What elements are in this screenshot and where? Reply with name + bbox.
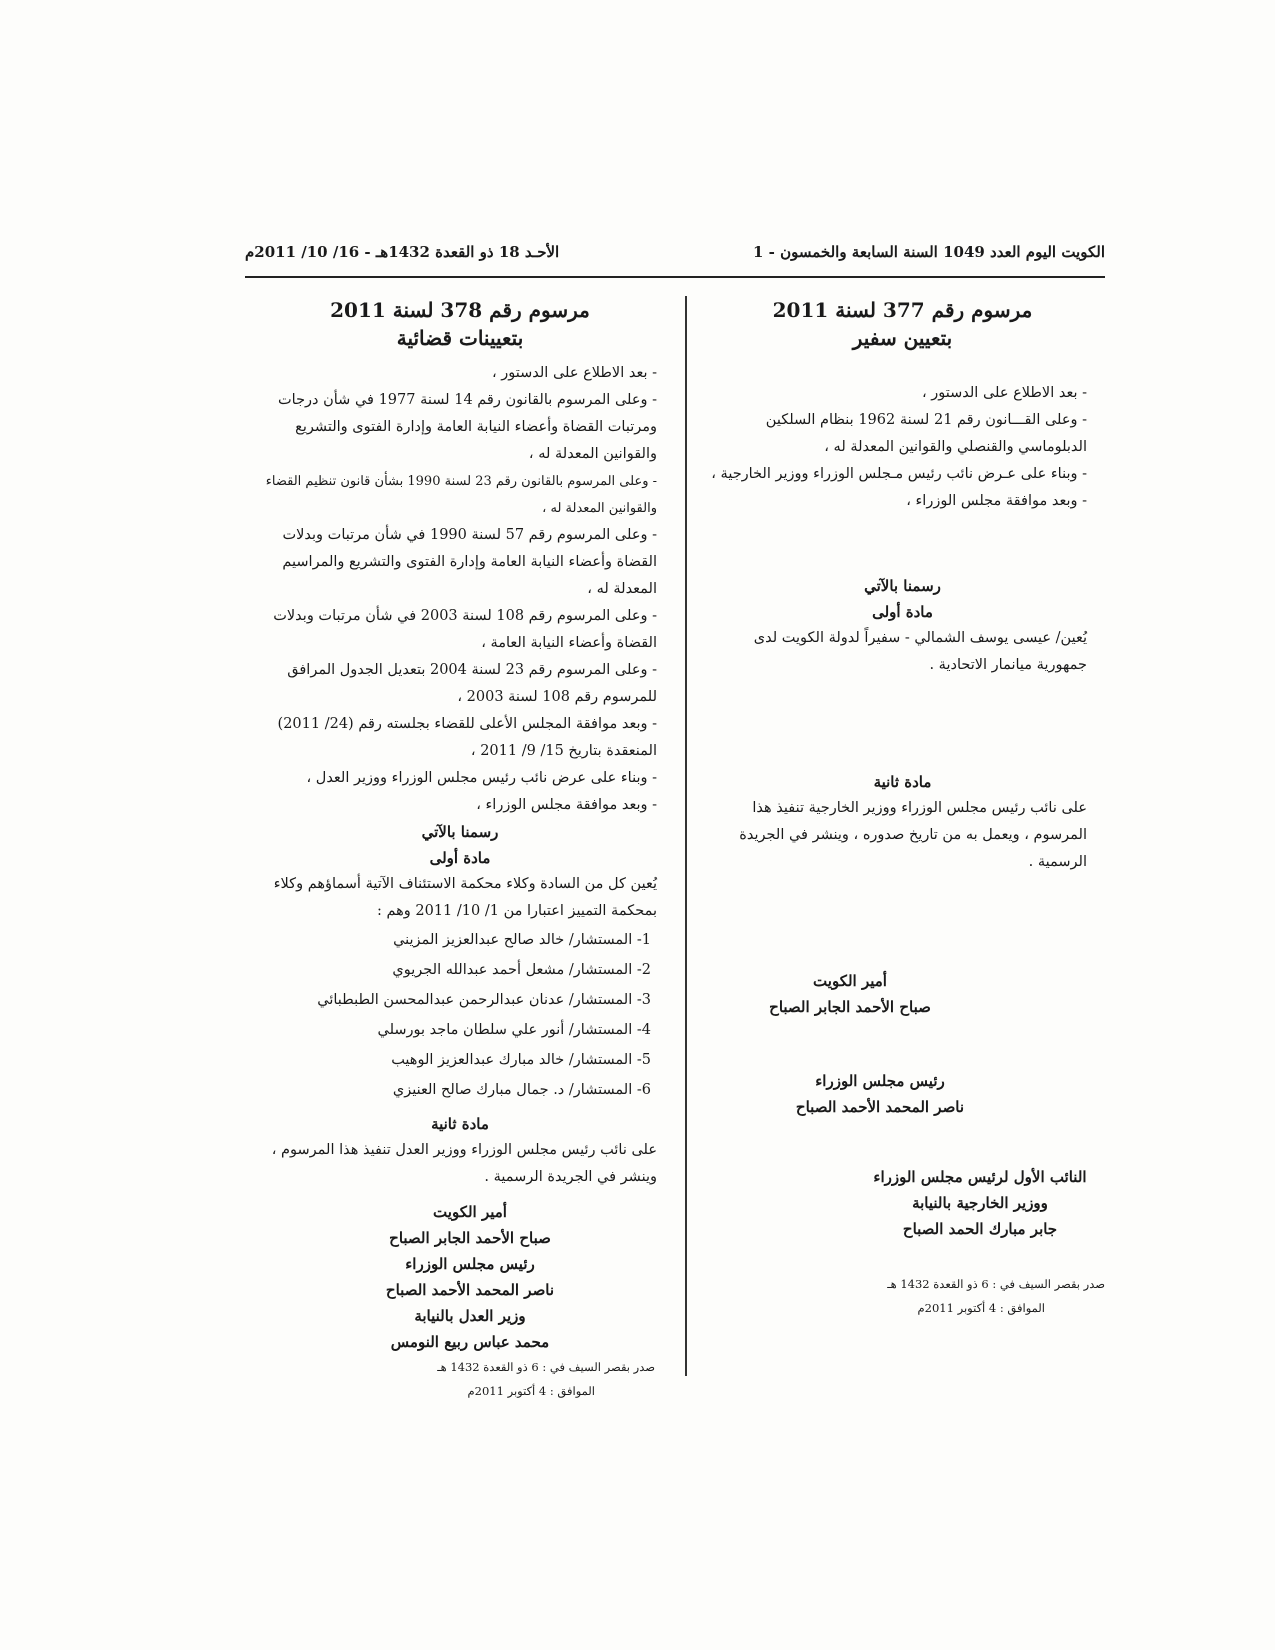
appointee-item: 5- المستشار/ خالد مبارك عبدالعزيز الوهيب [391, 1052, 651, 1068]
decree-377-deputy-title-1: النائب الأول لرئيس مجلس الوزراء [873, 1168, 1087, 1186]
appointee-item: 6- المستشار/ د. جمال مبارك صالح العنيزي [392, 1082, 651, 1098]
decree-377-emir-title: أمير الكويت [813, 972, 887, 990]
decree-378-justice-name: محمد عباس ربيع النومس [390, 1333, 550, 1351]
decree-378-article-1-text: يُعين كل من السادة وكلاء محكمة الاستئناف الآتية أسماؤهم وكلاء بمحكمة التمييز اعتبارا من 1/ 10/ 2011 وهم : [273, 876, 657, 919]
decree-377-preamble-2: - وعلى القـــانون رقم 21 لسنة 1962 بنظام السلكين الدبلوماسي والقنصلي والقوانين المعدلة له ، [765, 412, 1087, 455]
decree-377-article-1-text: يُعين/ عيسى يوسف الشمالي - سفيراً لدولة الكويت لدى جمهورية ميانمار الاتحادية . [753, 630, 1087, 673]
appointees-list [245, 925, 675, 1105]
header-rule [245, 276, 1105, 278]
decree-377-subtitle: بتعيين سفير [852, 326, 953, 350]
decree-377-decreed: رسمنا بالآتي [864, 577, 941, 595]
decree-378-justice-title: وزير العدل بالنيابة [414, 1307, 526, 1325]
decree-377-article-1-label: مادة أولى [872, 603, 933, 621]
decree-378-article-2-text: على نائب رئيس مجلس الوزراء ووزير العدل تنفيذ هذا المرسوم ، وينشر في الجريدة الرسمية . [271, 1142, 657, 1185]
decree-378 [245, 296, 675, 1403]
decree-377-article-2-text: على نائب رئيس مجلس الوزراء ووزير الخارجية تنفيذ هذا المرسوم ، ويعمل به من تاريخ صدوره ، وينشر في الجريدة الرسمية . [739, 800, 1087, 870]
decree-378-title: مرسوم رقم 378 لسنة 2011 [330, 298, 590, 322]
page-header [245, 235, 1105, 269]
column-divider [685, 296, 687, 1376]
decree-378-corresponding-date: الموافق : 4 أكتوبر 2011م [467, 1384, 595, 1398]
header-issue-info: الكويت اليوم العدد 1049 السنة السابعة والخمسون - 1 [752, 243, 1105, 261]
decree-378-preamble-6: - وعلى المرسوم رقم 23 لسنة 2004 بتعديل الجدول المرافق للمرسوم رقم 108 لسنة 2003 ، [287, 662, 657, 705]
decree-378-article-2-label: مادة ثانية [431, 1115, 489, 1133]
appointee-item: 1- المستشار/ خالد صالح عبدالعزيز المزيني [393, 932, 651, 948]
decree-378-pm-name: ناصر المحمد الأحمد الصباح [385, 1281, 555, 1299]
decree-377-pm-name: ناصر المحمد الأحمد الصباح [795, 1098, 965, 1116]
decree-378-decreed: رسمنا بالآتي [421, 823, 499, 841]
appointee-item: 4- المستشار/ أنور علي سلطان ماجد بورسلي [377, 1022, 651, 1038]
decree-378-pm-title: رئيس مجلس الوزراء [405, 1255, 535, 1273]
decree-377-corresponding-date: الموافق : 4 أكتوبر 2011م [917, 1301, 1045, 1315]
decree-377-title: مرسوم رقم 377 لسنة 2011 [772, 298, 1033, 322]
decree-377-emir-name: صباح الأحمد الجابر الصباح [769, 998, 931, 1016]
decree-377-preamble-1: - بعد الاطلاع على الدستور ، [921, 385, 1087, 401]
decree-377-issued: صدر بقصر السيف في : 6 ذو القعدة 1432 هـ [887, 1277, 1105, 1291]
decree-377-preamble-3: - وبناء على عـرض نائب رئيس مـجلس الوزراء ووزير الخارجية ، [711, 466, 1087, 482]
decree-378-preamble-2: - وعلى المرسوم بالقانون رقم 14 لسنة 1977 في شأن درجات ومرتبات القضاة وأعضاء النيابة العامة وإدارة الفتوى والتشريع والقوانين المعدلة له ، [278, 392, 657, 462]
decree-378-preamble-9: - وبعد موافقة مجلس الوزراء ، [476, 797, 657, 813]
decree-378-issued: صدر بقصر السيف في : 6 ذو القعدة 1432 هـ [437, 1360, 655, 1374]
decree-378-preamble-1: - بعد الاطلاع على الدستور ، [491, 365, 657, 381]
appointee-item: 2- المستشار/ مشعل أحمد عبدالله الجريوي [392, 962, 651, 978]
decree-378-emir-title: أمير الكويت [433, 1203, 507, 1221]
decree-378-preamble-3: - وعلى المرسوم بالقانون رقم 23 لسنة 1990 بشأن قانون تنظيم القضاء والقوانين المعدلة له ، [265, 474, 657, 516]
decree-378-article-1-label: مادة أولى [429, 849, 491, 867]
decree-377-pm-title: رئيس مجلس الوزراء [815, 1072, 945, 1090]
appointee-item: 3- المستشار/ عدنان عبدالرحمن عبدالمحسن الطبطبائي [317, 992, 651, 1008]
decree-378-preamble-5: - وعلى المرسوم رقم 108 لسنة 2003 في شأن مرتبات وبدلات القضاة وأعضاء النيابة العامة ، [273, 608, 657, 651]
decree-378-preamble-4: - وعلى المرسوم رقم 57 لسنة 1990 في شأن مرتبات وبدلات القضاة وأعضاء النيابة العامة وإدارة الفتوى والتشريع والمراسيم المعدلة له ، [282, 527, 657, 597]
decree-378-emir-name: صباح الأحمد الجابر الصباح [389, 1229, 551, 1247]
decree-377-preamble-4: - وبعد موافقة مجلس الوزراء ، [906, 493, 1087, 509]
header-date: الأحـد 18 ذو القعدة 1432هـ - 16/ 10/ 2011م [245, 243, 560, 261]
decree-377 [700, 296, 1105, 1320]
decree-377-deputy-name: جابر مبارك الحمد الصباح [902, 1220, 1058, 1238]
decree-378-subtitle: بتعيينات قضائية [396, 326, 524, 350]
decree-378-preamble-7: - وبعد موافقة المجلس الأعلى للقضاء بجلسته رقم (24/ 2011) المنعقدة بتاريخ 15/ 9/ 2011 ، [277, 716, 657, 759]
decree-377-deputy-title-2: ووزير الخارجية بالنيابة [912, 1194, 1048, 1212]
decree-378-preamble-8: - وبناء على عرض نائب رئيس مجلس الوزراء ووزير العدل ، [306, 770, 657, 786]
decree-377-article-2-label: مادة ثانية [873, 773, 932, 791]
